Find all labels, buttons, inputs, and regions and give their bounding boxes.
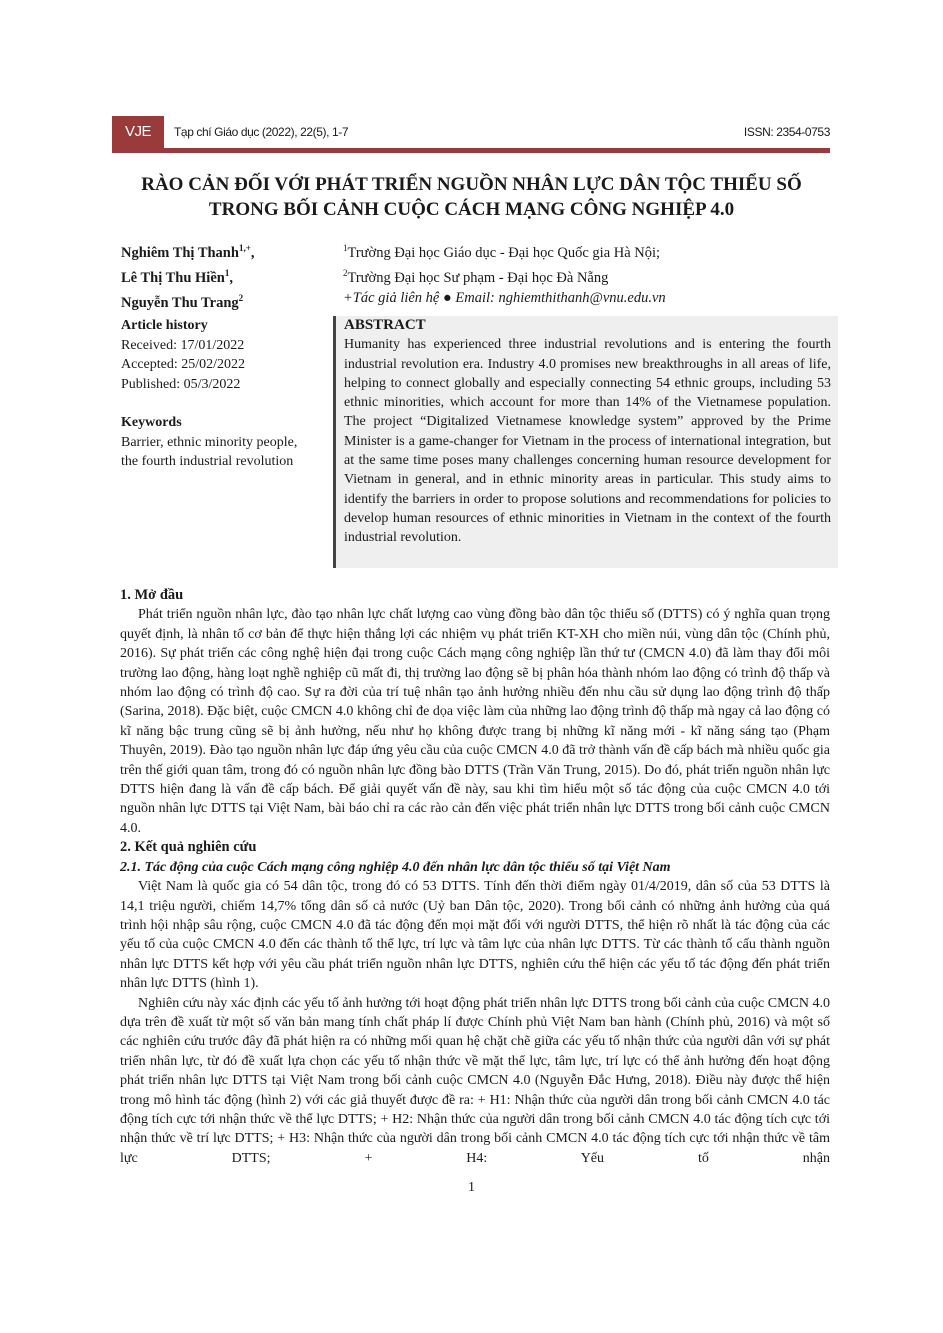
author: Nghiêm Thị Thanh$^{1,+}$, [121, 243, 255, 261]
keywords-heading: Keywords [121, 415, 182, 430]
section-heading: 2. Kết quả nghiên cứu [120, 839, 257, 856]
contact-email[interactable]: +Tác giả liên hệ ● Email: nghiemthithanh@vnu.edu.vn [343, 289, 666, 306]
title-line-1: RÀO CẢN ĐỐI VỚI PHÁT TRIỂN NGUỒN NHÂN LỰC DÂN TỘC THIỂU SỐ [141, 174, 802, 195]
journal-logo: VJE [112, 116, 164, 152]
section-heading: 1. Mở đầu [120, 587, 184, 603]
paragraph: Nghiên cứu này xác định các yếu tố ảnh hưởng tới hoạt động phát triển nhân lực DTTS trong bối cảnh của cuộc CMCN 4.0 dựa trên đề xuất từ một số văn bản mang tính chất pháp lí được Chính phủ Việt Nam ban hành (Chính phủ, 2016) và một số các nghiên cứu trước đây đã phát hiện ra có những mối quan hệ chặt chẽ giữa các yếu tố nhận thức của người dân với sự phát triển nhân lực, từ đó đề xuất lựa chọn các yếu tố nhận thức về mặt thể lực, tâm lực, trí lực có thể ảnh hưởng đến hoạt động phát triển nhân lực DTTS tại Việt Nam trong bối cảnh cuộc CMCN 4.0 (Nguyễn Đắc Hưng, 2018). Điều này được thể hiện trong mô hình tác động (hình 2) với các giả thuyết được đề ra: + H1: Nhận thức của người dân trong bối cảnh CMCN 4.0 tác động tích cực tới nhận thức về thể lực DTTS; + H2: Nhận thức của người dân trong bối cảnh CMCN 4.0 tác động tích cực tới nhận thức về trí lực DTTS; + H3: Nhận thức của người dân trong bối cảnh CMCN 4.0 tác động tích cực tới nhận thức về tâm lực DTTS; + H4: Yếu tố nhận [120, 995, 830, 1166]
page-number: 1 [468, 1180, 475, 1195]
affiliation: $^1$Trường Đại học Giáo dục - Đại học Quốc gia Hà Nội; [343, 243, 661, 261]
article-body [120, 586, 830, 1168]
subsection-heading: 2.1. Tác động của cuộc Cách mạng công nghiệp 4.0 đến nhân lực dân tộc thiểu số tại Việt Nam [120, 859, 671, 875]
keywords-text: Barrier, ethnic minority people, the fourth industrial revolution [121, 434, 298, 469]
affiliation: $^2$Trường Đại học Sư phạm - Đại học Đà Nẵng [343, 267, 609, 286]
published-date: Published: 05/3/2022 [121, 376, 241, 392]
abstract-heading: ABSTRACT [344, 317, 426, 333]
paragraph: Việt Nam là quốc gia có 54 dân tộc, trong đó có 53 DTTS. Tính đến thời điểm ngày 01/4/2019, dân số của 53 DTTS là 14,1 triệu người, chiếm 14,7% tổng dân số cả nước (Uỷ ban Dân tộc, 2020). Trong bối cảnh có những ảnh hưởng của quá trình hội nhập sâu rộng, cuộc CMCN 4.0 đã tác động đến mọi mặt đối với người DTTS, thể hiện rõ nhất là tác động của các yếu tố của cuộc CMCN 4.0 đến các thành tố thể lực, trí lực và tâm lực của nhân lực DTTS. Từ các thành tố cấu thành nguồn nhân lực DTTS kết hợp với yêu cầu phát triển nguồn nhân lực DTTS, nghiên cứu thể hiện các yếu tố tác động đến phát triển nhân lực DTTS (hình 1). [120, 879, 830, 992]
author: Nguyễn Thu Trang$^2$ [121, 292, 244, 311]
author-list [121, 238, 254, 312]
issn: ISSN: 2354-0753 [743, 125, 830, 139]
author: Lê Thị Thu Hiền$^1$, [121, 267, 233, 286]
article-title [110, 172, 833, 222]
received-date: Received: 17/01/2022 [121, 337, 245, 353]
article-history [121, 316, 311, 472]
header-rule [112, 148, 830, 153]
accepted-date: Accepted: 25/02/2022 [121, 357, 246, 372]
journal-citation: Tạp chí Giáo dục (2022), 22(5), 1-7 [174, 125, 349, 139]
affiliations [343, 238, 666, 308]
title-line-2: TRONG BỐI CẢNH CUỘC CÁCH MẠNG CÔNG NGHIỆP 4.0 [208, 199, 735, 220]
abstract-box [333, 316, 838, 568]
journal-header [112, 116, 830, 152]
paragraph: Phát triển nguồn nhân lực, đào tạo nhân lực chất lượng cao vùng đồng bào dân tộc thiểu số (DTTS) có ý nghĩa quan trọng quyết định, là nhân tố cơ bản để thực hiện thắng lợi các nhiệm vụ phát triển KT-XH cho miền núi, vùng dân tộc (Chính phủ, 2016). Sự phát triển các công nghệ hiện đại trong cuộc Cách mạng công nghiệp lần thứ tư (CMCN 4.0) đã làm thay đổi môi trường lao động, hàng loạt nghề nghiệp cũ mất đi, thị trường lao động sẽ bị phân hóa thành nhóm lao động có trình độ thấp và nhóm lao động có trình độ cao. Sự ra đời của trí tuệ nhân tạo ảnh hưởng nhiều đến nhu cầu sử dụng lao động trình độ thấp (Sarina, 2018). Đặc biệt, cuộc CMCN 4.0 không chỉ đe dọa việc làm của những lao động trình độ thấp mà ngay cả lao động có kĩ năng bậc trung cũng sẽ bị ảnh hưởng, nếu như họ không được trang bị những kĩ năng mới - kĩ năng sáng tạo (Phạm Thuyên, 2019). Đào tạo nguồn nhân lực đáp ứng yêu cầu của cuộc CMCN 4.0 đã trở thành vấn đề cấp bách mà nhiều quốc gia trên thế giới quan tâm, trong đó có nguồn nhân lực đồng bào DTTS (Trần Văn Trung, 2015). Do đó, phát triển nguồn nhân lực DTTS hiện đang là vấn đề cấp bách. Để giải quyết vấn đề này, sau khi tìm hiểu một số tác động của cuộc CMCN 4.0 tới nguồn nhân lực DTTS tại Việt Nam, bài báo chỉ ra các rào cản đến việc phát triển nhân lực DTTS trong bối cảnh cuộc CMCN 4.0. [120, 607, 830, 836]
abstract-text: Humanity has experienced three industrial revolutions and is entering the fourth industrial revolution era. Industry 4.0 promises new breakthroughs in all areas of life, helping to connect globally and especially connecting 54 ethnic groups, including 53 ethnic minorities, which account for more than 14% of the Vietnamese population. The project “Digitalized Vietnamese knowledge system” approved by the Prime Minister is a game-changer for Vietnam in the process of international integration, but at the same time poses many challenges concerning human resource development for Vietnam in general, and in ethnic minority areas in particular. This study aims to identify the barriers in order to propose solutions and recommendations for policies to develop human resources of ethnic minorities in Vietnam in the context of the fourth industrial revolution. [344, 337, 831, 546]
history-heading: Article history [121, 318, 208, 333]
